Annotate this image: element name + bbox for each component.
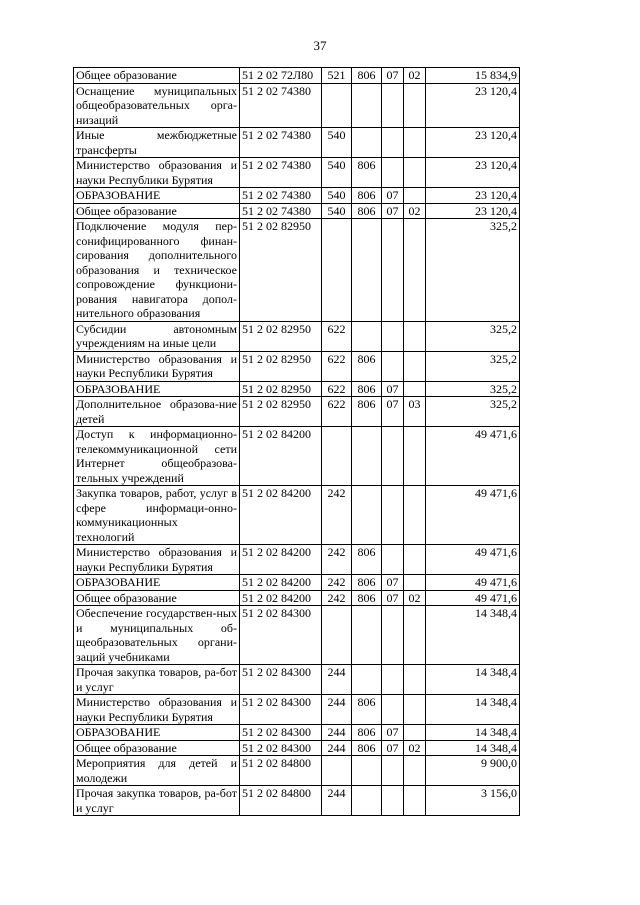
cell-department: 806	[352, 590, 382, 606]
cell-department: 806	[352, 397, 382, 427]
cell-department: 806	[352, 188, 382, 204]
cell-target-code: 51 2 02 74380	[240, 158, 322, 188]
cell-section	[382, 756, 404, 786]
cell-section	[382, 486, 404, 545]
cell-name: Министерство образования и науки Республики Бурятия	[74, 158, 240, 188]
cell-target-code: 51 2 02 82950	[240, 219, 322, 322]
cell-amount: 325,2	[426, 351, 520, 381]
cell-name: Прочая закупка товаров, ра-бот и услуг	[74, 665, 240, 695]
table-row	[74, 128, 520, 158]
cell-subsection: 02	[404, 740, 426, 756]
cell-department	[352, 128, 382, 158]
table-row	[74, 756, 520, 786]
cell-expense-type: 242	[322, 590, 352, 606]
cell-subsection: 02	[404, 68, 426, 84]
cell-subsection: 02	[404, 590, 426, 606]
cell-target-code: 51 2 02 82950	[240, 351, 322, 381]
cell-section: 07	[382, 590, 404, 606]
table-row	[74, 786, 520, 816]
cell-section	[382, 83, 404, 128]
cell-expense-type: 242	[322, 545, 352, 575]
cell-department	[352, 83, 382, 128]
cell-target-code: 51 2 02 84200	[240, 427, 322, 486]
cell-section	[382, 606, 404, 665]
cell-amount: 3 156,0	[426, 786, 520, 816]
cell-amount: 14 348,4	[426, 725, 520, 741]
cell-expense-type: 540	[322, 188, 352, 204]
cell-department: 806	[352, 695, 382, 725]
cell-amount: 14 348,4	[426, 606, 520, 665]
cell-expense-type	[322, 427, 352, 486]
cell-section	[382, 786, 404, 816]
cell-amount: 15 834,9	[426, 68, 520, 84]
cell-name: Прочая закупка товаров, ра-бот и услуг	[74, 786, 240, 816]
cell-department	[352, 756, 382, 786]
cell-name: Мероприятия для детей и молодежи	[74, 756, 240, 786]
cell-department: 806	[352, 351, 382, 381]
cell-expense-type: 622	[322, 351, 352, 381]
cell-department	[352, 665, 382, 695]
cell-expense-type	[322, 606, 352, 665]
cell-amount: 325,2	[426, 381, 520, 397]
table-row	[74, 397, 520, 427]
cell-expense-type: 540	[322, 128, 352, 158]
cell-section	[382, 128, 404, 158]
cell-name: Обеспечение государствен-ных и муниципальных об-щеобразовательных органи-заций учебниками	[74, 606, 240, 665]
cell-section: 07	[382, 575, 404, 591]
cell-expense-type: 244	[322, 740, 352, 756]
cell-amount: 14 348,4	[426, 695, 520, 725]
table-row	[74, 203, 520, 219]
cell-name: Общее образование	[74, 590, 240, 606]
cell-amount: 325,2	[426, 321, 520, 351]
cell-amount: 14 348,4	[426, 665, 520, 695]
cell-section	[382, 158, 404, 188]
cell-target-code: 51 2 02 82950	[240, 381, 322, 397]
table-row	[74, 68, 520, 84]
cell-name: Министерство образования и науки Республики Бурятия	[74, 351, 240, 381]
cell-name: ОБРАЗОВАНИЕ	[74, 725, 240, 741]
cell-department: 806	[352, 68, 382, 84]
cell-amount: 23 120,4	[426, 203, 520, 219]
cell-subsection	[404, 486, 426, 545]
cell-amount: 49 471,6	[426, 427, 520, 486]
cell-name: Дополнительное образова-ние детей	[74, 397, 240, 427]
table-row	[74, 351, 520, 381]
cell-expense-type	[322, 219, 352, 322]
cell-expense-type: 242	[322, 575, 352, 591]
cell-section	[382, 695, 404, 725]
cell-department	[352, 219, 382, 322]
cell-subsection	[404, 575, 426, 591]
cell-expense-type: 622	[322, 397, 352, 427]
cell-department: 806	[352, 545, 382, 575]
cell-target-code: 51 2 02 84200	[240, 486, 322, 545]
cell-subsection	[404, 545, 426, 575]
table-row	[74, 545, 520, 575]
cell-department	[352, 786, 382, 816]
cell-target-code: 51 2 02 84200	[240, 545, 322, 575]
cell-name: Общее образование	[74, 740, 240, 756]
cell-department: 806	[352, 158, 382, 188]
cell-subsection	[404, 188, 426, 204]
cell-expense-type: 244	[322, 786, 352, 816]
cell-section: 07	[382, 203, 404, 219]
cell-target-code: 51 2 02 84300	[240, 695, 322, 725]
cell-department: 806	[352, 203, 382, 219]
cell-expense-type: 242	[322, 486, 352, 545]
table-row	[74, 427, 520, 486]
table-row	[74, 83, 520, 128]
cell-amount: 23 120,4	[426, 188, 520, 204]
cell-department: 806	[352, 575, 382, 591]
table-row	[74, 575, 520, 591]
cell-target-code: 51 2 02 84200	[240, 575, 322, 591]
cell-name: Доступ к информационно-телекоммуникационной сети Интернет общеобразова-тельных учреждений	[74, 427, 240, 486]
cell-target-code: 51 2 02 74380	[240, 188, 322, 204]
cell-expense-type: 622	[322, 381, 352, 397]
cell-subsection	[404, 756, 426, 786]
cell-name: Общее образование	[74, 68, 240, 84]
cell-department: 806	[352, 725, 382, 741]
cell-name: Закупка товаров, работ, услуг в сфере информаци-онно-коммуникационных технологий	[74, 486, 240, 545]
table-row	[74, 740, 520, 756]
cell-subsection: 03	[404, 397, 426, 427]
cell-subsection	[404, 786, 426, 816]
cell-section	[382, 545, 404, 575]
cell-target-code: 51 2 02 72Л80	[240, 68, 322, 84]
table-row	[74, 158, 520, 188]
table-row	[74, 188, 520, 204]
budget-table	[73, 67, 520, 816]
cell-expense-type: 540	[322, 158, 352, 188]
cell-name: Министерство образования и науки Республики Бурятия	[74, 545, 240, 575]
cell-target-code: 51 2 02 74380	[240, 83, 322, 128]
cell-amount: 14 348,4	[426, 740, 520, 756]
cell-target-code: 51 2 02 84300	[240, 740, 322, 756]
table-row	[74, 321, 520, 351]
cell-subsection: 02	[404, 203, 426, 219]
cell-subsection	[404, 351, 426, 381]
cell-subsection	[404, 128, 426, 158]
cell-expense-type: 622	[322, 321, 352, 351]
cell-name: Общее образование	[74, 203, 240, 219]
cell-amount: 49 471,6	[426, 486, 520, 545]
cell-section: 07	[382, 740, 404, 756]
cell-section: 07	[382, 397, 404, 427]
cell-amount: 9 900,0	[426, 756, 520, 786]
cell-name: ОБРАЗОВАНИЕ	[74, 381, 240, 397]
table-row	[74, 695, 520, 725]
budget-table-body	[74, 68, 520, 816]
cell-name: Субсидии автономным учреждениям на иные цели	[74, 321, 240, 351]
cell-name: Министерство образования и науки Республики Бурятия	[74, 695, 240, 725]
cell-target-code: 51 2 02 84800	[240, 756, 322, 786]
cell-section	[382, 665, 404, 695]
table-row	[74, 606, 520, 665]
cell-target-code: 51 2 02 74380	[240, 128, 322, 158]
cell-subsection	[404, 219, 426, 322]
table-row	[74, 725, 520, 741]
cell-target-code: 51 2 02 84200	[240, 590, 322, 606]
cell-target-code: 51 2 02 84300	[240, 725, 322, 741]
table-row	[74, 590, 520, 606]
cell-target-code: 51 2 02 82950	[240, 397, 322, 427]
cell-expense-type: 244	[322, 725, 352, 741]
cell-department	[352, 606, 382, 665]
table-row	[74, 219, 520, 322]
cell-expense-type: 244	[322, 695, 352, 725]
cell-department: 806	[352, 740, 382, 756]
cell-expense-type	[322, 83, 352, 128]
cell-amount: 23 120,4	[426, 158, 520, 188]
table-row	[74, 665, 520, 695]
cell-section	[382, 321, 404, 351]
cell-target-code: 51 2 02 84800	[240, 786, 322, 816]
cell-section	[382, 219, 404, 322]
cell-expense-type: 521	[322, 68, 352, 84]
cell-section: 07	[382, 381, 404, 397]
cell-target-code: 51 2 02 84300	[240, 606, 322, 665]
cell-amount: 49 471,6	[426, 575, 520, 591]
cell-amount: 23 120,4	[426, 83, 520, 128]
cell-department	[352, 427, 382, 486]
cell-name: Оснащение муниципальных общеобразовательных орга-низаций	[74, 83, 240, 128]
cell-department	[352, 321, 382, 351]
cell-expense-type	[322, 756, 352, 786]
cell-subsection	[404, 83, 426, 128]
cell-section	[382, 351, 404, 381]
cell-subsection	[404, 606, 426, 665]
cell-name: ОБРАЗОВАНИЕ	[74, 188, 240, 204]
cell-amount: 325,2	[426, 397, 520, 427]
cell-subsection	[404, 381, 426, 397]
cell-subsection	[404, 158, 426, 188]
cell-amount: 49 471,6	[426, 545, 520, 575]
cell-target-code: 51 2 02 74380	[240, 203, 322, 219]
cell-target-code: 51 2 02 84300	[240, 665, 322, 695]
cell-subsection	[404, 695, 426, 725]
cell-subsection	[404, 321, 426, 351]
page-number: 37	[313, 38, 327, 53]
cell-subsection	[404, 665, 426, 695]
cell-section: 07	[382, 68, 404, 84]
cell-department	[352, 486, 382, 545]
cell-expense-type: 244	[322, 665, 352, 695]
cell-subsection	[404, 725, 426, 741]
cell-subsection	[404, 427, 426, 486]
cell-name: ОБРАЗОВАНИЕ	[74, 575, 240, 591]
cell-amount: 49 471,6	[426, 590, 520, 606]
cell-name: Подключение модуля пер-сонифицированного финан-сирования дополнительного образования и техническое сопровождение функциони-рования навигатора допол-нительного образования	[74, 219, 240, 322]
cell-expense-type: 540	[322, 203, 352, 219]
cell-section: 07	[382, 725, 404, 741]
cell-department: 806	[352, 381, 382, 397]
cell-section: 07	[382, 188, 404, 204]
cell-target-code: 51 2 02 82950	[240, 321, 322, 351]
cell-amount: 23 120,4	[426, 128, 520, 158]
cell-amount: 325,2	[426, 219, 520, 322]
cell-name: Иные межбюджетные трансферты	[74, 128, 240, 158]
table-row	[74, 381, 520, 397]
table-row	[74, 486, 520, 545]
cell-section	[382, 427, 404, 486]
